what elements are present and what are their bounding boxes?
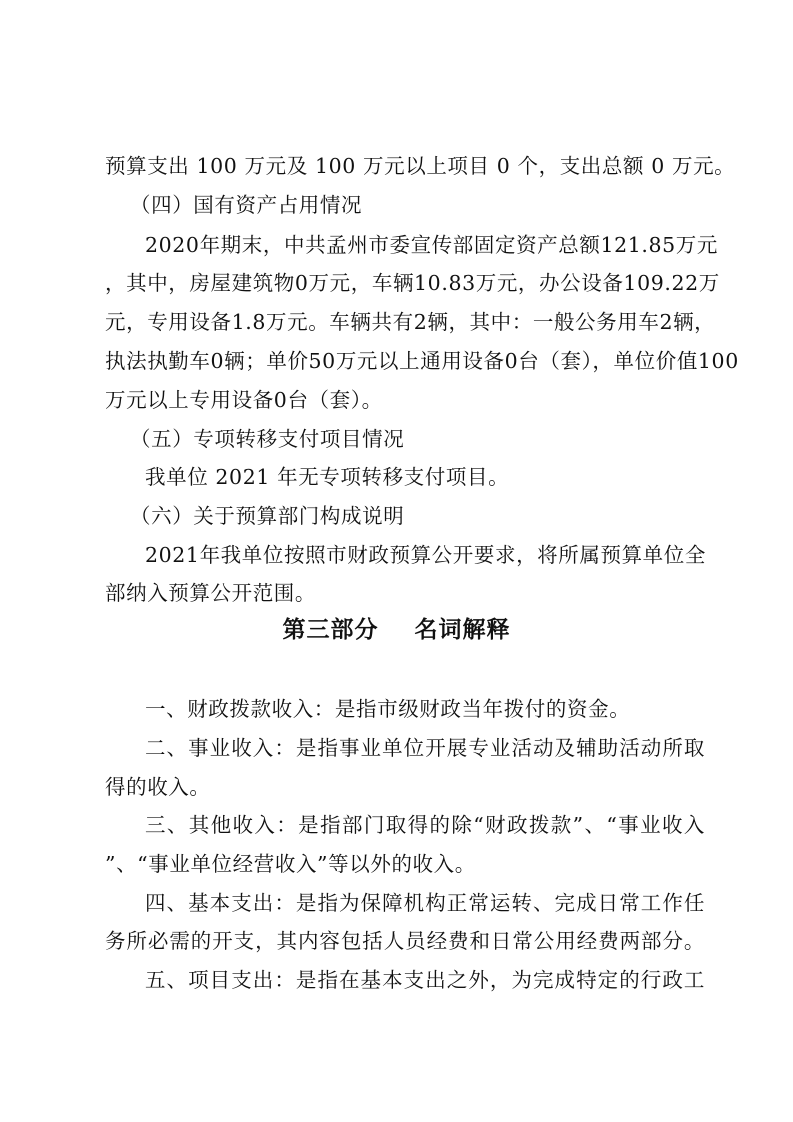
definition-line: 得的收入。 [105, 775, 211, 799]
definition-line: ”、“事业单位经营收入”等以外的收入。 [105, 852, 476, 876]
definition-line: 一、财政拨款收入：是指市级财政当年拨付的资金。 [145, 697, 631, 721]
subsection-heading: （六）关于预算部门构成说明 [130, 504, 405, 528]
text-line: 2021年我单位按照市财政预算公开要求，将所属预算单位全 [145, 543, 706, 567]
subsection-heading: （五）专项转移支付项目情况 [130, 427, 405, 451]
text-line: 部纳入预算公开范围。 [105, 581, 316, 605]
subsection-heading: （四）国有资产占用情况 [130, 193, 363, 217]
text-line: ，其中，房屋建筑物0万元，车辆10.83万元，办公设备109.22万 [105, 271, 720, 295]
text-line: 2020年期末，中共孟州市委宣传部固定资产总额121.85万元 [145, 233, 718, 257]
definition-line: 三、其他收入：是指部门取得的除“财政拨款”、“事业收入 [145, 813, 705, 837]
definition-line: 二、事业收入：是指事业单位开展专业活动及辅助活动所取 [145, 736, 705, 760]
text-line: 执法执勤车0辆；单价50万元以上通用设备0台（套），单位价值100 [105, 349, 739, 373]
definition-line: 五、项目支出：是指在基本支出之外，为完成特定的行政工 [145, 968, 705, 992]
text-line: 我单位 2021 年无专项转移支付项目。 [145, 465, 510, 489]
text-line: 预算支出 100 万元及 100 万元以上项目 0 个，支出总额 0 万元。 [105, 154, 736, 178]
definition-line: 务所必需的开支，其内容包括人员经费和日常公用经费两部分。 [105, 929, 705, 953]
section-title: 第三部分 名词解释 [282, 617, 511, 643]
text-line: 万元以上专用设备0台（套）。 [105, 388, 383, 412]
text-line: 元，专用设备1.8万元。车辆共有2辆，其中：一般公务用车2辆， [105, 310, 716, 334]
definition-line: 四、基本支出：是指为保障机构正常运转、完成日常工作任 [145, 891, 705, 915]
